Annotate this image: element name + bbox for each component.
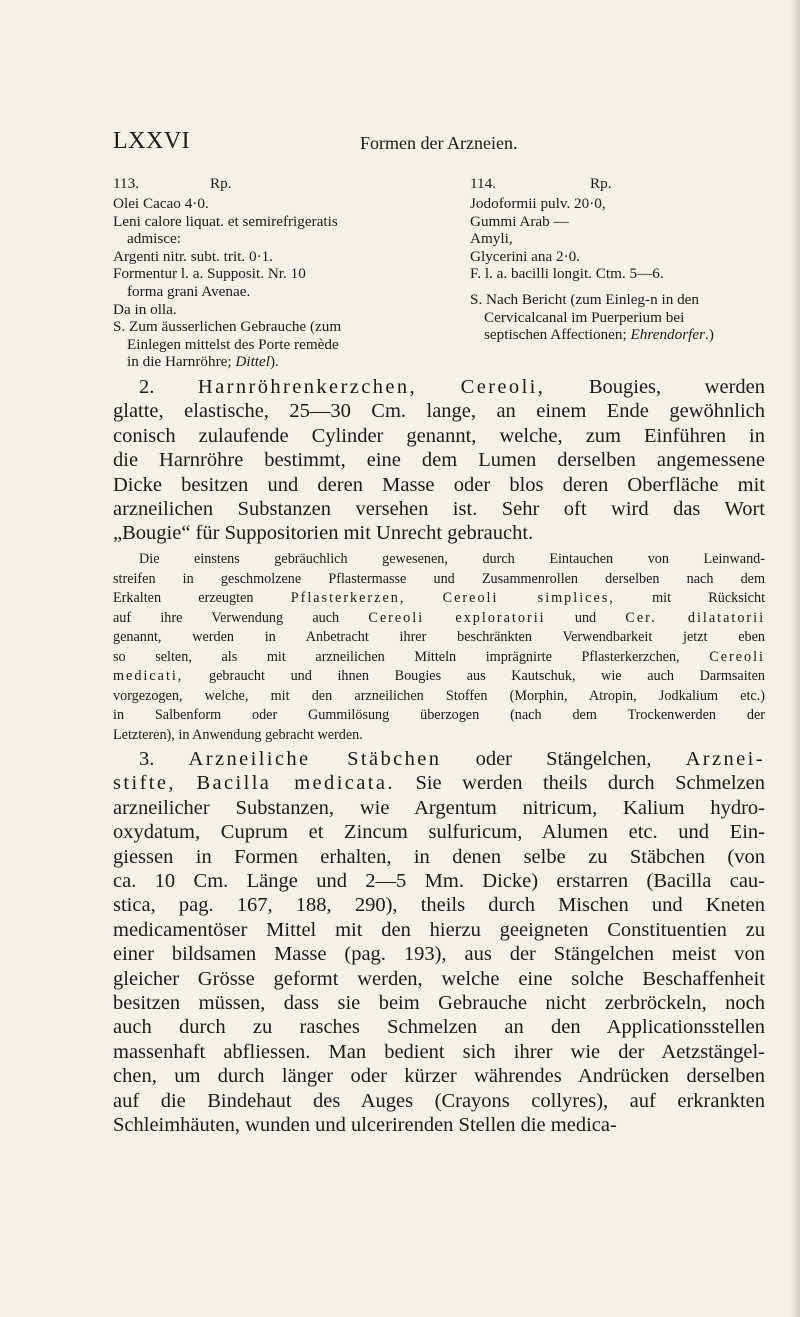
- recipe-number: 113.: [113, 175, 140, 192]
- recipe-rp: Rp.: [590, 175, 612, 192]
- recipe-signa-text: septischen Affectionen;: [484, 326, 631, 344]
- recipe-signa-text: .): [705, 326, 714, 344]
- text-line: medicamentöser Mittel mit den hierzu geeigneten Constituentien zu: [113, 918, 765, 941]
- text-line: chen, um durch länger oder kürzer währendes Andrücken derselben: [113, 1065, 765, 1088]
- text-line: gleicher Grösse geformt werden, welche eine solche Beschaffenheit: [113, 967, 765, 990]
- page-header: [113, 128, 753, 162]
- term: Cereoli,: [460, 376, 546, 398]
- recipe-line: Argenti nitr. subt. trit. 0·1.: [113, 247, 274, 265]
- text-line: Schleimhäuten, wunden und ulcerirenden Stellen die medica-: [113, 1114, 617, 1137]
- recipe-114: [470, 175, 765, 344]
- recipe-line: admisce:: [127, 230, 181, 248]
- recipe-head: [470, 175, 765, 195]
- text-line: stica, pag. 167, 188, 290), theils durch Mischen und Kneten: [113, 894, 765, 917]
- text-line: auf ihre Verwendung auch Cereoli exploratorii und Cer. dilatatorii: [113, 609, 766, 626]
- text-line: 3. Arzneiliche Stäbchen oder Stängelchen, Arznei-: [139, 748, 765, 770]
- text-line: ca. 10 Cm. Länge und 2—5 Mm. Dicke) erstarren (Bacilla cau-: [113, 870, 765, 893]
- recipe-line: Da in olla.: [113, 300, 177, 318]
- recipe-signa: S. Nach Bericht (zum Einleg-n in den: [470, 290, 700, 308]
- text-line: besitzen müssen, dass sie beim Gebrauche nicht zerbröckeln, noch: [113, 992, 765, 1015]
- recipe-rp: Rp.: [210, 175, 232, 192]
- small-print-paragraph: [113, 550, 765, 745]
- text-line: Erkalten erzeugten Pflasterkerzen, Cereoli simplices, mit Rücksicht: [113, 590, 766, 606]
- recipe-signa: Cervicalcanal im Puerperium bei: [484, 308, 685, 326]
- page-edge-shadow: [790, 0, 800, 1317]
- recipe-line: Amyli,: [470, 230, 513, 248]
- term: Arznei-: [685, 748, 765, 770]
- section-2-paragraph: [113, 375, 765, 546]
- recipe-number: 114.: [470, 175, 497, 192]
- section-3-paragraph: [113, 747, 765, 1138]
- text-line: auch durch zu rasches Schmelzen an den Applicationsstellen: [113, 1016, 765, 1039]
- text-line: Dicke besitzen und deren Masse oder blos deren Oberfläche mit: [113, 473, 765, 496]
- text-line: in Salbenform oder Gummilösung überzogen (nach dem Trockenwerden der: [113, 707, 765, 723]
- text-line: 2. Harnröhrenkerzchen, Cereoli, Bougies, werden: [139, 376, 766, 398]
- recipe-line: F. l. a. bacilli longit. Ctm. 5—6.: [470, 265, 664, 283]
- recipe-line: Leni calore liquat. et semirefrigeratis: [113, 212, 338, 230]
- recipe-head: [113, 175, 458, 195]
- term: Bacilla medicata.: [196, 772, 395, 795]
- text-line: auf die Bindehaut des Auges (Crayons collyres), auf erkrankten: [113, 1089, 765, 1112]
- recipe-line: Jodoformii pulv. 20·0,: [470, 195, 606, 212]
- text-line: giessen in Formen erhalten, in denen selbe zu Stäbchen (von: [113, 845, 765, 868]
- term: stifte,: [113, 772, 176, 795]
- text-line: conisch zulaufende Cylinder genannt, welche, zum Einführen in: [113, 424, 765, 447]
- recipe-signa: Einlegen mittelst des Porte remède: [127, 335, 339, 353]
- text-line: glatte, elastische, 25—30 Cm. lange, an einem Ende gewöhnlich: [113, 400, 765, 423]
- recipe-signa-text: in die Harnröhre;: [127, 353, 236, 371]
- text-line: „Bougie“ für Suppositorien mit Unrecht gebraucht.: [113, 522, 534, 545]
- recipe-signa: S. Zum äusserlichen Gebrauche (zum: [113, 318, 342, 336]
- text-line: vorgezogen, welche, mit den arzneilichen Stoffen (Morphin, Atropin, Jodkalium etc.): [113, 687, 765, 704]
- page-number: LXXVI: [113, 128, 191, 154]
- text-line: Die einstens gebräuchlich gewesenen, durch Eintauchen von Leinwand-: [139, 551, 765, 567]
- text-line: arzneilichen Substanzen versehen ist. Sehr oft wird das Wort: [113, 498, 765, 521]
- recipe-line: forma grani Avenae.: [127, 282, 251, 300]
- text-line: die Harnröhre bestimmt, eine dem Lumen derselben angemessene: [113, 449, 765, 472]
- running-title: Formen der Arzneien.: [360, 133, 518, 153]
- text-line: oxydatum, Cuprum et Zincum sulfuricum, Alumen etc. und Ein-: [113, 821, 765, 844]
- recipe-line: Glycerini ana 2·0.: [470, 247, 581, 265]
- recipe-line: Formentur l. a. Supposit. Nr. 10: [113, 265, 306, 283]
- text-line: genannt, werden in Anbetracht ihrer beschränkten Verwendbarkeit jetzt eben: [113, 629, 765, 645]
- text-line: medicati, gebraucht und ihnen Bougies aus Kautschuk, wie auch Darmsaiten: [113, 668, 765, 684]
- text-line: einer bildsamen Masse (pag. 193), aus der Stängelchen meist von: [113, 943, 765, 966]
- recipe-signa: [113, 353, 458, 371]
- text-line: stifte, Bacilla medicata. Sie werden theils durch Schmelzen: [113, 772, 766, 795]
- recipe-author: Ehrendorfer: [630, 326, 706, 344]
- recipe-line: Gummi Arab —: [470, 212, 569, 230]
- text-line: so selten, als mit arzneilichen Mitteln imprägnirte Pflasterkerzchen, Cereoli: [113, 648, 765, 665]
- term: Arzneiliche Stäbchen: [188, 748, 442, 770]
- recipe-113: [113, 175, 458, 371]
- term: Harnröhrenkerzchen,: [197, 376, 418, 398]
- recipe-author: Dittel: [235, 353, 270, 371]
- recipe-line: Olei Cacao 4·0.: [113, 195, 209, 212]
- recipe-signa: [470, 326, 765, 344]
- recipe-signa-text: ).: [269, 353, 279, 371]
- text-line: massenhaft abfliessen. Man bedient sich ihrer wie der Aetzstängel-: [113, 1040, 765, 1063]
- text-line: Letzteren), in Anwendung gebracht werden.: [113, 726, 363, 743]
- text-line: arzneilicher Substanzen, wie Argentum nitricum, Kalium hydro-: [113, 796, 765, 819]
- text-line: streifen in geschmolzene Pflastermasse und Zusammenrollen derselben nach dem: [113, 570, 765, 587]
